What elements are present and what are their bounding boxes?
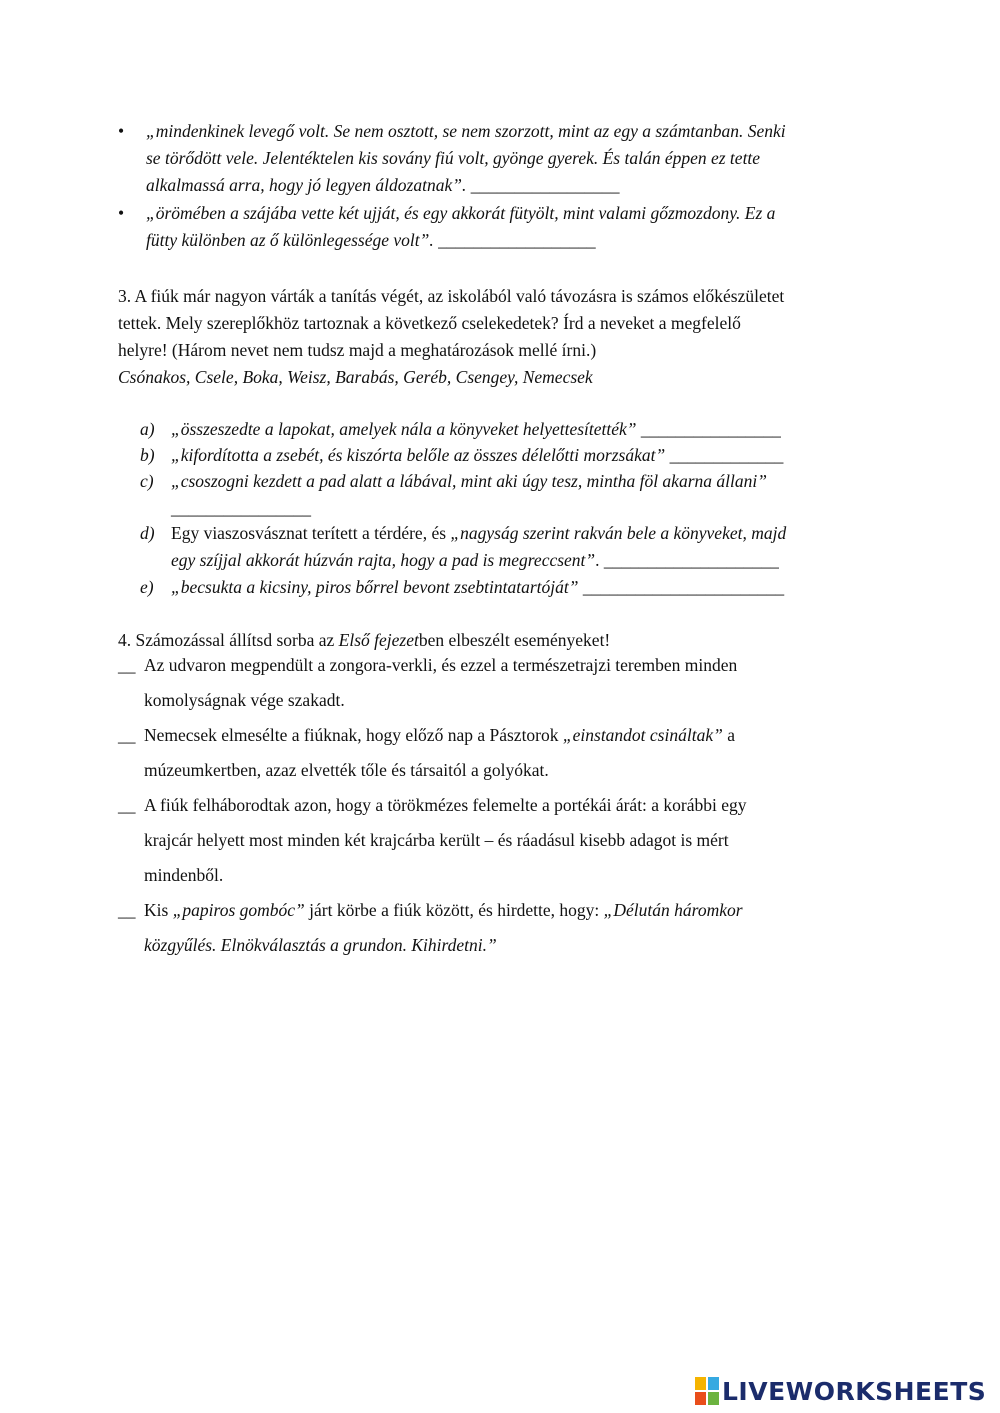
event-4 (118, 893, 883, 963)
event-4-quote-1: „papiros gombóc” (172, 900, 305, 920)
answer-blank-a[interactable]: ________________ (640, 419, 781, 439)
item-b-text: „kifordította a zsebét, és kiszórta belőle az összes délelőtti morzsákat” (171, 445, 666, 465)
item-a-text: „összeszedte a lapokat, amelyek nála a könyveket helyettesítették” (171, 419, 637, 439)
q3-item-b (140, 442, 885, 469)
event-4-line-2: közgyűlés. Elnökválasztás a grundon. Kihirdetni.” (144, 935, 497, 955)
event-1 (118, 648, 883, 718)
event-2 (118, 718, 883, 788)
event-4-line-1c: járt körbe a fiúk között, és hirdette, hogy: (309, 900, 600, 920)
event-3 (118, 788, 883, 893)
event-3-line-1: A fiúk felháborodtak azon, hogy a törökmézes felemelte a portékái árát: a korábbi egy (144, 795, 747, 815)
order-blank-1[interactable]: __ (118, 655, 136, 675)
answer-blank-2[interactable]: __________________ (438, 230, 596, 250)
item-e-text: „becsukta a kicsiny, piros bőrrel bevont zsebtintatartóját” (171, 577, 579, 597)
event-2-line-1a: Nemecsek elmesélte a fiúknak, hogy előző nap a Pásztorok (144, 725, 559, 745)
bullet-dot: • (118, 121, 125, 141)
order-blank-4[interactable]: __ (118, 900, 136, 920)
item-letter: a) (140, 419, 155, 439)
bullet-1-line-3: alkalmassá arra, hogy jó legyen áldozatnak”. (146, 175, 467, 195)
bullet-2-line-1: „örömében a szájába vette két ujját, és egy akkorát fütyölt, mint valami gőzmozdony. Ez a (146, 203, 776, 223)
bullet-dot: • (118, 203, 125, 223)
bullet-1-line-2: se törődött vele. Jelentéktelen kis sovány fiú volt, gyönge gyerek. És talán éppen ez tette (146, 148, 761, 168)
item-letter: c) (140, 471, 154, 491)
item-d-plain: Egy viaszosvásznat terített a térdére, és (171, 523, 447, 543)
answer-blank-d[interactable]: ____________________ (603, 550, 779, 570)
answer-blank-1[interactable]: _________________ (470, 175, 620, 195)
question-3-line-2: tettek. Mely szereplőkhöz tartoznak a következő cselekedetek? Írd a neveket a megfelelő (118, 313, 741, 333)
q3-item-a (140, 416, 885, 443)
item-letter: b) (140, 445, 155, 465)
logo-mark-icon (695, 1377, 719, 1405)
logo-text: LIVEWORKSHEETS (722, 1376, 987, 1406)
item-d-end: . (595, 550, 600, 570)
event-4-line-1a: Kis (144, 900, 169, 920)
answer-blank-e[interactable]: _______________________ (582, 577, 785, 597)
item-d-quote-2: egy szíjjal akkorát húzván rajta, hogy a pad is megreccsent” (171, 550, 596, 570)
character-names: Csónakos, Csele, Boka, Weisz, Barabás, Geréb, Csengey, Nemecsek (118, 367, 593, 387)
question-3-line-1: 3. A fiúk már nagyon várták a tanítás végét, az iskolából való távozásra is számos előkészületet (118, 286, 785, 306)
item-letter: e) (140, 577, 154, 597)
order-blank-2[interactable]: __ (118, 725, 136, 745)
event-1-line-2: komolyságnak vége szakadt. (144, 690, 345, 710)
item-d-quote-1: „nagyság szerint rakván bele a könyveket, majd (450, 523, 787, 543)
event-1-line-1: Az udvaron megpendült a zongora-verkli, és ezzel a természetrajzi teremben minden (144, 655, 738, 675)
question-3 (118, 283, 883, 391)
liveworksheets-logo (695, 1374, 986, 1408)
q3-item-d (140, 520, 885, 574)
event-2-line-2: múzeumkertben, azaz elvették tőle és társaitól a golyókat. (144, 760, 549, 780)
q3-item-c (140, 468, 885, 522)
event-4-quote-2: „Délután háromkor (603, 900, 743, 920)
bullet-2-line-2: fütty különben az ő különlegessége volt”. (146, 230, 434, 250)
bullet-1-line-1: „mindenkinek levegő volt. Se nem osztott, se nem szorzott, mint az egy a számtanban. Senki (146, 121, 786, 141)
q3-item-e (140, 574, 885, 601)
event-2-quote: „einstandot csináltak” (562, 725, 723, 745)
item-letter: d) (140, 523, 155, 543)
event-3-line-3: mindenből. (144, 865, 224, 885)
quote-bullet-1 (118, 118, 883, 199)
order-blank-3[interactable]: __ (118, 795, 136, 815)
answer-blank-b[interactable]: _____________ (669, 445, 784, 465)
q4-title-part-c: ben elbeszélt eseményeket! (418, 630, 611, 650)
event-2-line-1c: a (727, 725, 735, 745)
quote-bullet-2 (118, 200, 883, 254)
q4-title-part-a: 4. Számozással állítsd sorba az (118, 630, 335, 650)
question-3-line-3: helyre! (Három nevet nem tudsz majd a meghatározások mellé írni.) (118, 340, 597, 360)
event-3-line-2: krajcár helyett most minden két krajcárba került – és ráadásul kisebb adagot is mért (144, 830, 729, 850)
item-c-text: „csoszogni kezdett a pad alatt a lábával, mint aki úgy tesz, mintha föl akarna állani” (171, 471, 767, 491)
q4-title-part-b: Első fejezet (338, 630, 419, 650)
answer-blank-c[interactable]: ________________ (171, 498, 311, 518)
